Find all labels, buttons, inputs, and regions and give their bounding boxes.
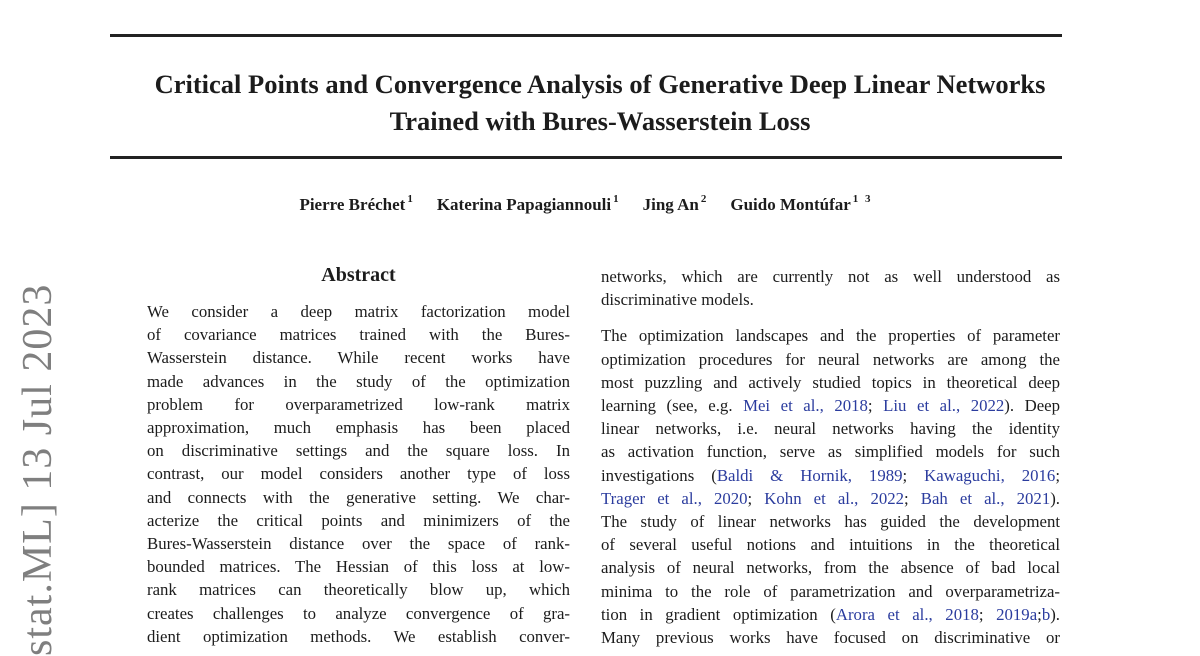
text-segment: ; [902, 465, 925, 485]
text-segment: ; [747, 488, 765, 508]
text-line [147, 346, 570, 369]
text-segment: ; [904, 488, 921, 508]
header-rule-top [110, 34, 1062, 37]
author-name [643, 195, 709, 214]
text-segment: as activation function, serve as simplified models for such [601, 442, 1060, 462]
text-segment: ; [867, 396, 884, 416]
text-segment: The optimization landscapes and the properties of parameter [601, 326, 1060, 346]
text-line [147, 300, 570, 323]
text-segment: of several useful notions and intuitions in the theoretical [601, 535, 1060, 555]
text-segment: optimization procedures for neural networks are among the [601, 349, 1060, 369]
citation-link[interactable]: Baldi & Hornik, 1989 [716, 465, 903, 485]
text-segment: ; [1037, 604, 1042, 624]
author-affiliation-sup: 1 [613, 193, 621, 205]
text-segment: contrast, our model considers another type of loss [147, 464, 570, 484]
author-affiliation-sup: 2 [700, 193, 709, 205]
text-segment: most puzzling and actively studied topics in theoretical deep [601, 372, 1060, 392]
text-line [601, 417, 1060, 440]
intro-column [601, 265, 1060, 649]
author-affiliation-sup: 1 3 [852, 193, 873, 205]
text-line [601, 603, 1060, 626]
citation-link[interactable]: Mei et al., 2018 [743, 396, 868, 416]
text-segment: We consider a deep matrix factorization model [147, 302, 570, 321]
text-line [601, 348, 1060, 371]
author-name [299, 195, 414, 214]
text-segment: ). [1050, 488, 1061, 508]
text-segment: analysis of neural networks, from the absence of bad local [601, 558, 1060, 578]
text-segment: bounded matrices. The Hessian of this loss at low- [147, 557, 570, 577]
text-line [601, 626, 1060, 649]
text-segment: dient optimization methods. We establish conver- [147, 626, 570, 646]
citation-link[interactable]: b [1041, 604, 1051, 624]
text-line [601, 487, 1060, 510]
citation-link[interactable]: Trager et al., 2020 [601, 488, 748, 508]
text-line [147, 625, 570, 648]
text-line [147, 323, 570, 346]
paper-title-line1: Critical Points and Convergence Analysis of Generative Deep Linear Networks [154, 69, 1046, 99]
citation-link[interactable]: 2019a [996, 604, 1038, 624]
text-line [601, 464, 1060, 487]
text-line [601, 580, 1060, 603]
text-segment: investigations ( [601, 465, 717, 485]
text-segment: discriminative models. [601, 290, 754, 310]
paper-title [35, 66, 1165, 140]
text-line [147, 602, 570, 625]
author-list [110, 194, 1062, 215]
text-line [147, 578, 570, 601]
abstract-text [147, 300, 570, 648]
paragraph [601, 265, 1060, 311]
text-segment: ; [1055, 465, 1060, 485]
text-segment: learning (see, e.g. [601, 396, 744, 416]
text-line [147, 439, 570, 462]
paper-title-line2: Trained with Bures-Wasserstein Loss [389, 106, 811, 136]
text-segment: approximation, much emphasis has been placed [147, 418, 570, 438]
header-rule-bottom [110, 156, 1062, 159]
text-segment: on discriminative settings and the square loss. In [147, 441, 570, 461]
text-line [601, 556, 1060, 579]
text-segment: Wasserstein distance. While recent works have [147, 348, 570, 368]
citation-link[interactable]: Kohn et al., 2022 [764, 488, 905, 508]
text-line [147, 486, 570, 509]
text-segment: ; [978, 604, 997, 624]
text-segment: and connects with the generative setting. We char- [147, 487, 570, 507]
text-line [601, 394, 1060, 417]
text-segment: Bures-Wasserstein distance over the space of rank- [147, 534, 570, 554]
text-segment: ). [1050, 604, 1060, 624]
text-segment: acterize the critical points and minimizers of the [147, 510, 570, 530]
text-segment: of covariance matrices trained with the Bures- [147, 325, 570, 345]
author-name-text: Jing An [642, 194, 699, 214]
citation-link[interactable]: Bah et al., 2021 [920, 488, 1051, 508]
citation-link[interactable]: Arora et al., 2018 [835, 604, 979, 624]
citation-link[interactable]: Liu et al., 2022 [883, 396, 1005, 416]
paragraph [601, 324, 1060, 649]
author-name [730, 195, 872, 214]
text-line [601, 265, 1060, 288]
author-name-text: Katerina Papagiannouli [436, 194, 612, 214]
author-name [437, 195, 621, 214]
text-segment: minima to the role of parametrization and overparametriza- [601, 581, 1060, 601]
text-segment: networks, which are currently not as well understood as [601, 267, 1060, 286]
author-name-text: Guido Montúfar [730, 194, 851, 214]
text-line [601, 510, 1060, 533]
text-segment: creates challenges to analyze convergence of gra- [147, 603, 570, 623]
text-line [147, 532, 570, 555]
text-segment: Many previous works have focused on discriminative or [601, 628, 1060, 648]
text-segment: problem for overparametrized low-rank matrix [147, 394, 570, 414]
text-line [601, 533, 1060, 556]
author-affiliation-sup: 1 [407, 193, 415, 205]
abstract-heading: Abstract [321, 264, 396, 286]
text-segment: made advances in the study of the optimization [147, 371, 570, 391]
text-line [601, 440, 1060, 463]
text-line [601, 288, 1060, 311]
text-line [147, 370, 570, 393]
text-line [147, 555, 570, 578]
text-line [601, 324, 1060, 347]
text-segment: The study of linear networks has guided the development [601, 512, 1060, 532]
author-name-text: Pierre Bréchet [299, 194, 406, 214]
text-segment: linear networks, i.e. neural networks having the identity [601, 419, 1060, 439]
citation-link[interactable]: Kawaguchi, 2016 [924, 465, 1056, 485]
text-segment: ). Deep [1004, 396, 1061, 416]
text-segment: rank matrices can theoretically blow up, which [147, 580, 570, 600]
text-line [147, 462, 570, 485]
text-line [147, 416, 570, 439]
text-line [601, 371, 1060, 394]
text-line [147, 393, 570, 416]
arxiv-stamp: stat.ML] 13 Jul 2023 [15, 283, 61, 656]
text-segment: tion in gradient optimization ( [601, 604, 836, 624]
text-line [147, 509, 570, 532]
